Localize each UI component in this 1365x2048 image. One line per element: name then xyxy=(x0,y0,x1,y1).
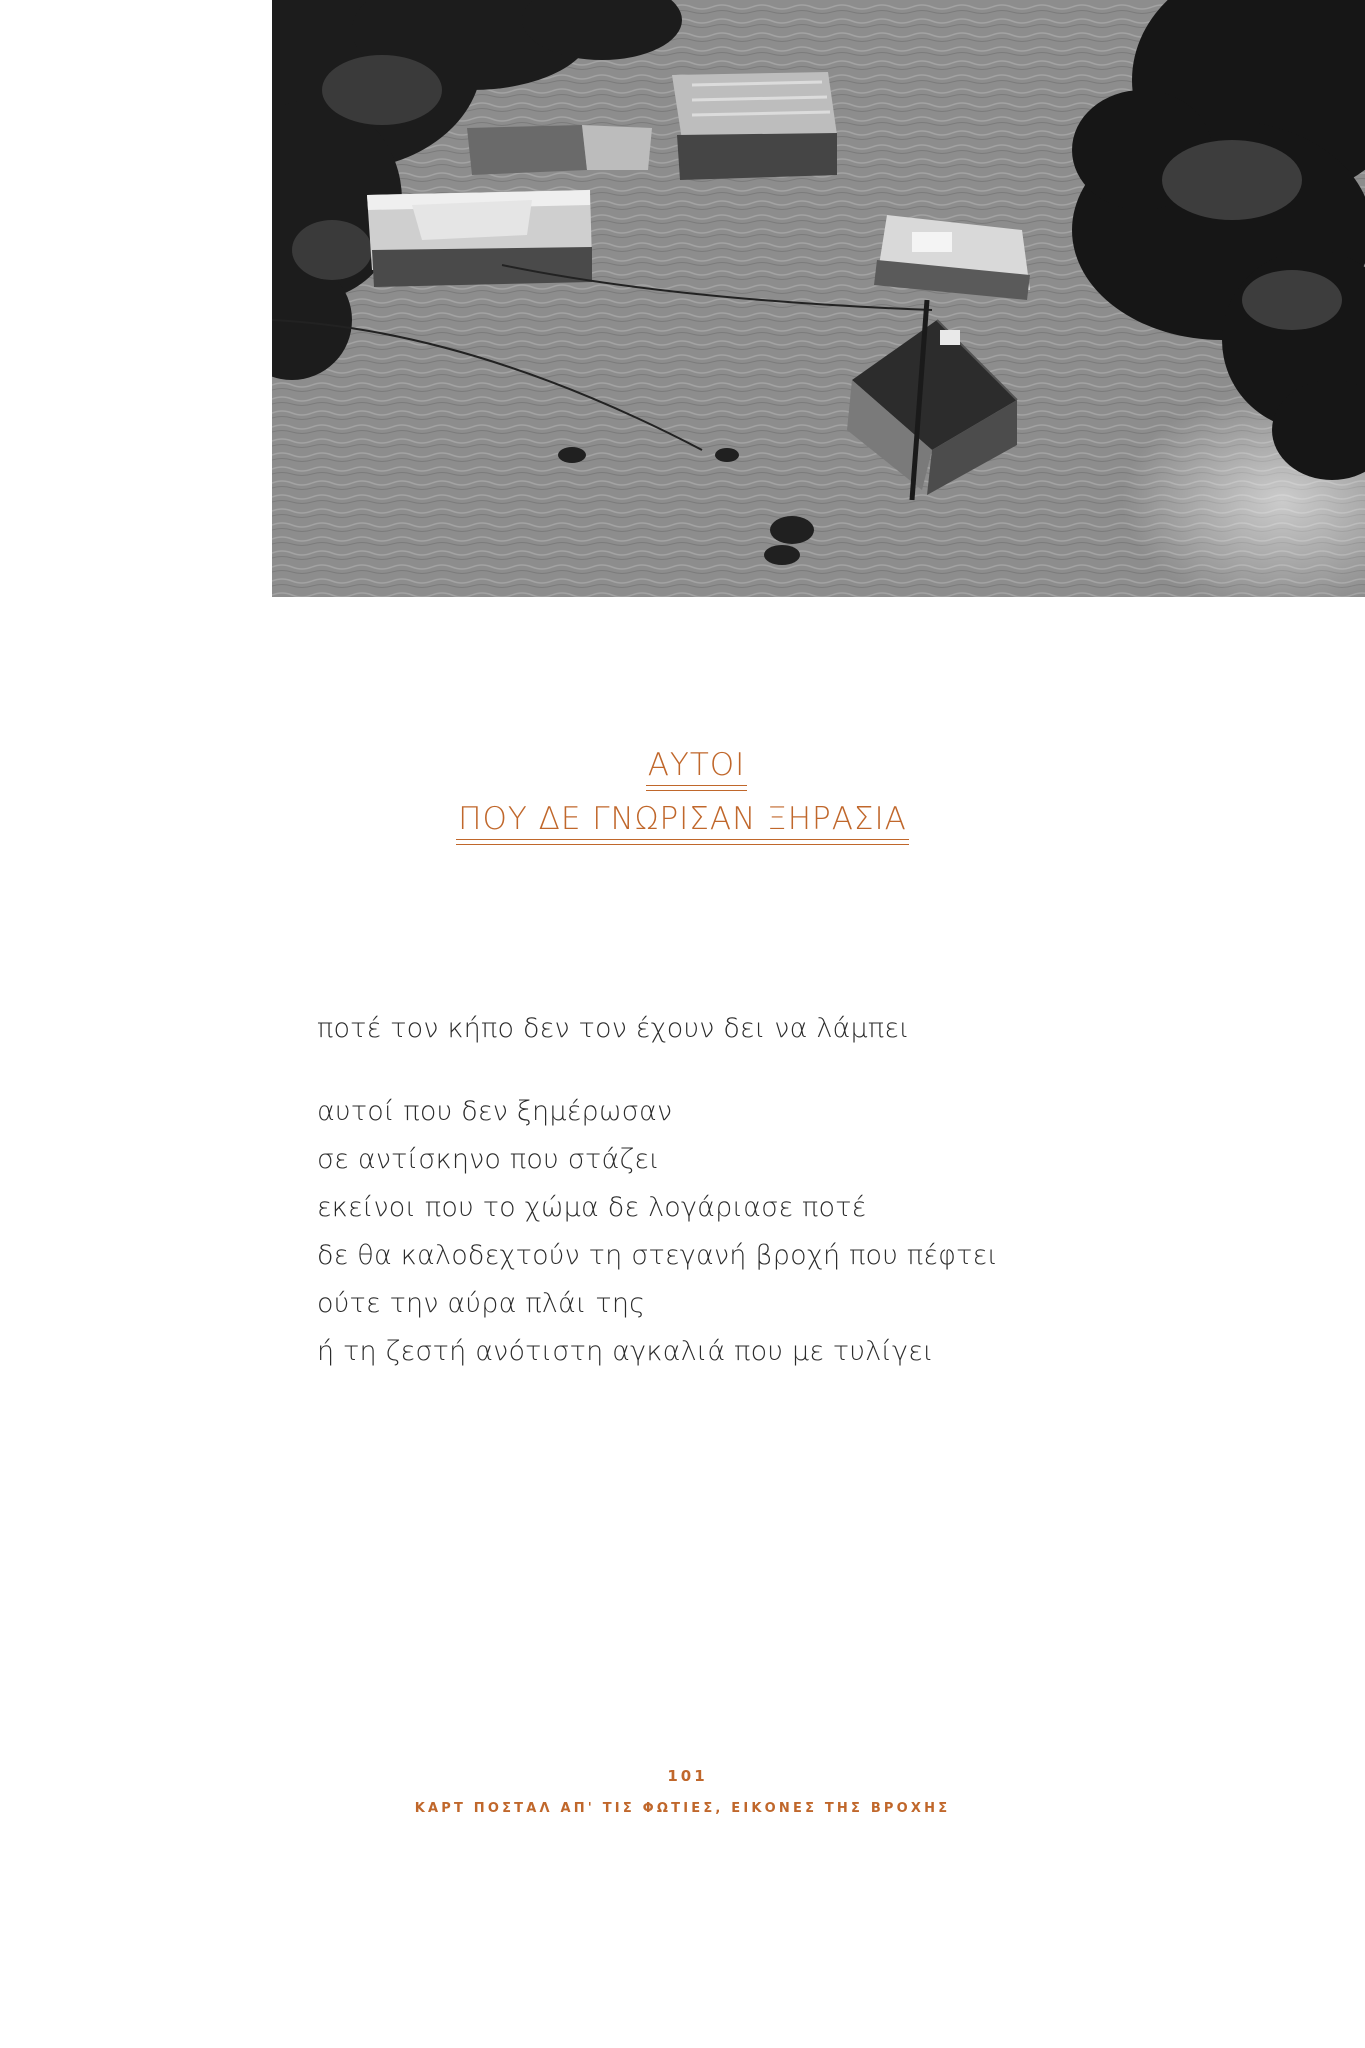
poem-body xyxy=(317,1005,998,1376)
title-line-2: ΠΟΥ ΔΕ ΓΝΩΡΙΣΑΝ ΞΗΡΑΣΙΑ xyxy=(456,804,909,845)
poem-title xyxy=(0,747,1365,845)
flood-photo-illustration xyxy=(272,0,1365,597)
poem-line: ποτέ τον κήπο δεν τον έχουν δει να λάμπει xyxy=(317,1013,910,1044)
title-line-1: ΑΥΤΟΙ xyxy=(646,750,748,791)
poem-line: εκείνοι που το χώμα δε λογάριασε ποτέ xyxy=(317,1192,867,1223)
stanza-2 xyxy=(317,1088,998,1376)
aerial-flood-photo xyxy=(272,0,1365,597)
poem-line: αυτοί που δεν ξημέρωσαν xyxy=(317,1096,673,1127)
poem-line: ή τη ζεστή ανότιστη αγκαλιά που με τυλίγει xyxy=(317,1336,934,1367)
page-number: 101 xyxy=(667,1767,708,1785)
poem-line: δε θα καλοδεχτούν τη στεγανή βροχή που πέφτει xyxy=(317,1240,999,1271)
poem-line: σε αντίσκηνο που στάζει xyxy=(317,1144,660,1175)
poem-line: ούτε την αύρα πλάι της xyxy=(317,1288,646,1319)
stanza-1 xyxy=(317,1005,998,1053)
running-title: ΚΑΡΤ ΠΟΣΤΑΛ ΑΠ' ΤΙΣ ΦΩΤΙΕΣ, ΕΙΚΟΝΕΣ ΤΗΣ ΒΡΟΧΗΣ xyxy=(414,1801,951,1816)
page-footer xyxy=(0,1767,1365,1816)
